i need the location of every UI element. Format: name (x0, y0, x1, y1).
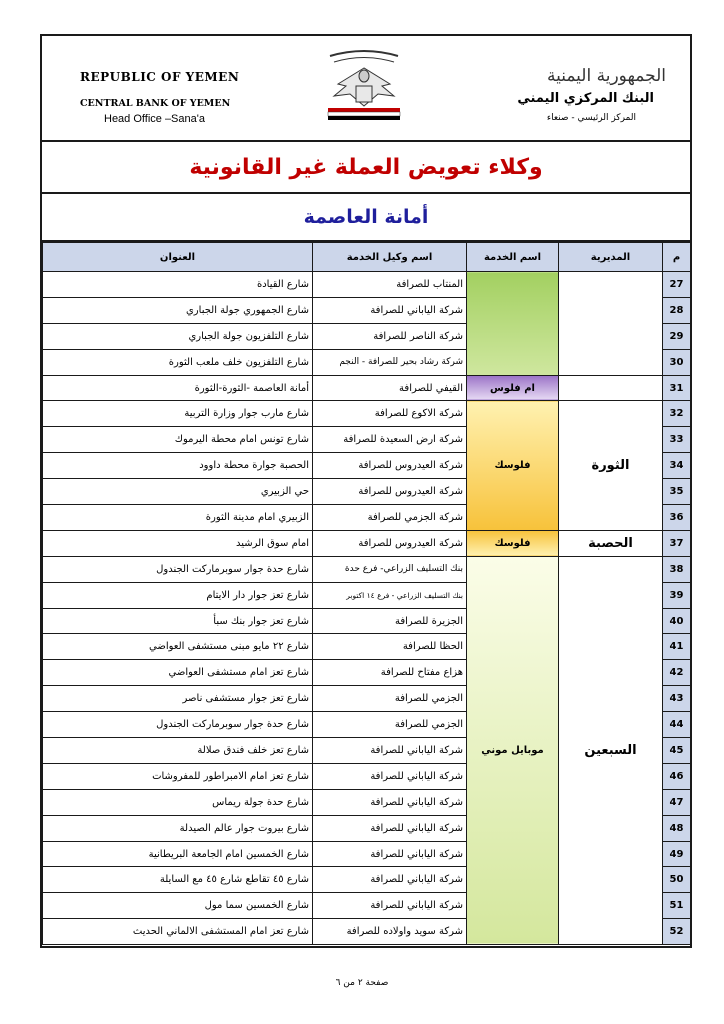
agent-address: شارع تعز خلف فندق صلالة (43, 738, 313, 764)
table-header-row (43, 243, 691, 272)
row-number: 28 (663, 297, 691, 323)
col-header-address: العنوان (43, 243, 313, 272)
row-number: 50 (663, 867, 691, 893)
agent-address: الحصبة جوارة محطة داوود (43, 453, 313, 479)
row-number: 36 (663, 505, 691, 531)
page-title: وكلاء تعويض العملة غير القانونية (42, 142, 690, 194)
agent-address: حي الزبيري (43, 479, 313, 505)
agent-address: شارع الخمسين سما مول (43, 893, 313, 919)
col-header-agent: اسم وكيل الخدمة (313, 243, 467, 272)
ar-bank-name: البنك المركزي اليمني (517, 91, 654, 106)
page-footer: صفحة ٢ من ٦ (335, 978, 389, 988)
directorate-cell (559, 375, 663, 401)
agent-address: شارع مارب جوار وزارة التربية (43, 401, 313, 427)
agent-address: شارع تعز جوار مستشفى ناصر (43, 686, 313, 712)
agent-name: شركة الياباني للصرافة (313, 789, 467, 815)
directorate-cell (559, 272, 663, 376)
row-number: 52 (663, 919, 691, 945)
directorate-name: الحصبة (559, 530, 663, 556)
col-header-num: م (663, 243, 691, 272)
row-number: 37 (663, 530, 691, 556)
service-name: فلوسك (467, 530, 559, 556)
agent-name: شركة رشاد بحير للصرافة - النجم (313, 349, 467, 375)
agent-address: شارع الجمهوري جولة الجباري (43, 297, 313, 323)
agent-address: شارع بيروت جوار عالم الصيدلة (43, 815, 313, 841)
region-subtitle: أمانة العاصمة (42, 194, 690, 242)
table-row (43, 530, 691, 556)
agent-name: شركة الجزمي للصرافة (313, 505, 467, 531)
agent-address: شارع حدة جولة ريماس (43, 789, 313, 815)
table-row (43, 272, 691, 298)
agent-address: شارع الخمسين امام الجامعة البريطانية (43, 841, 313, 867)
en-head-office: Head Office –Sana'a (104, 113, 205, 125)
row-number: 48 (663, 815, 691, 841)
agent-address: شارع تونس امام محطة اليرموك (43, 427, 313, 453)
agent-address: شارع التلفزيون خلف ملعب الثورة (43, 349, 313, 375)
agent-address: شارع ٤٥ تقاطع شارع ٤٥ مع السايلة (43, 867, 313, 893)
ar-head-office: المركز الرئيسي - صنعاء (546, 113, 636, 123)
row-number: 38 (663, 556, 691, 582)
row-number: 46 (663, 763, 691, 789)
agent-name: شركة العيدروس للصرافة (313, 530, 467, 556)
service-cell (467, 272, 559, 376)
agent-address: الزبيري امام مدينة الثورة (43, 505, 313, 531)
agent-name: بنك التسليف الزراعي- فرع حدة (313, 556, 467, 582)
letterhead (42, 36, 690, 142)
row-number: 30 (663, 349, 691, 375)
row-number: 39 (663, 582, 691, 608)
page-frame (40, 34, 692, 948)
row-number: 34 (663, 453, 691, 479)
agent-address: شارع تعز جوار بنك سبأ (43, 608, 313, 634)
service-name: ام فلوس (467, 375, 559, 401)
table-row (43, 375, 691, 401)
col-header-directorate: المديرية (559, 243, 663, 272)
agent-name: شركة سويد واولاده للصرافة (313, 919, 467, 945)
agent-name: شركة الياباني للصرافة (313, 867, 467, 893)
agent-name: القيفي للصرافة (313, 375, 467, 401)
row-number: 51 (663, 893, 691, 919)
agent-name: بنك التسليف الزراعي - فرع ١٤ اكتوبر (313, 582, 467, 608)
col-header-service: اسم الخدمة (467, 243, 559, 272)
row-number: 45 (663, 738, 691, 764)
agent-name: الجزمي للصرافة (313, 686, 467, 712)
directorate-name: الثورة (559, 401, 663, 530)
agent-name: الجزيرة للصرافة (313, 608, 467, 634)
agent-name: شركة الياباني للصرافة (313, 815, 467, 841)
service-name: فلوسك (467, 401, 559, 530)
agent-name: الحظا للصرافة (313, 634, 467, 660)
row-number: 42 (663, 660, 691, 686)
agent-name: شركة الياباني للصرافة (313, 841, 467, 867)
agent-name: شركة العيدروس للصرافة (313, 453, 467, 479)
agent-name: شركة الاكوع للصرافة (313, 401, 467, 427)
agent-address: شارع تعز امام مستشفى العواضي (43, 660, 313, 686)
row-number: 40 (663, 608, 691, 634)
row-number: 44 (663, 712, 691, 738)
agent-name: شركة الياباني للصرافة (313, 893, 467, 919)
agent-address: امام سوق الرشيد (43, 530, 313, 556)
agent-name: شركة ارض السعيدة للصرافة (313, 427, 467, 453)
agent-address: شارع التلفزيون جولة الجباري (43, 323, 313, 349)
row-number: 27 (663, 272, 691, 298)
row-number: 31 (663, 375, 691, 401)
agent-name: الجزمي للصرافة (313, 712, 467, 738)
directorate-name: السبعين (559, 556, 663, 944)
yemen-emblem-icon (320, 44, 408, 128)
agent-name: شركة العيدروس للصرافة (313, 479, 467, 505)
row-number: 41 (663, 634, 691, 660)
agent-address: شارع حدة جوار سوبرماركت الجندول (43, 556, 313, 582)
agent-name: شركة الياباني للصرافة (313, 738, 467, 764)
agent-name: شركة الناصر للصرافة (313, 323, 467, 349)
agent-name: المنتاب للصرافة (313, 272, 467, 298)
table-row (43, 556, 691, 582)
row-number: 49 (663, 841, 691, 867)
agent-address: شارع القيادة (43, 272, 313, 298)
agent-address: شارع تعز امام المستشفى الالماني الحديث (43, 919, 313, 945)
row-number: 32 (663, 401, 691, 427)
en-bank-name: CENTRAL BANK OF YEMEN (80, 98, 231, 109)
row-number: 43 (663, 686, 691, 712)
agent-address: شارع ٢٢ مايو مبنى مستشفى العواضي (43, 634, 313, 660)
agent-address: أمانة العاصمة -الثورة-الثورة (43, 375, 313, 401)
agent-address: شارع حدة جوار سوبرماركت الجندول (43, 712, 313, 738)
table-row (43, 401, 691, 427)
agent-name: شركة الياباني للصرافة (313, 763, 467, 789)
row-number: 33 (663, 427, 691, 453)
row-number: 29 (663, 323, 691, 349)
agent-address: شارع تعز جوار دار الايتام (43, 582, 313, 608)
agent-name: هزاع مفتاح للصرافة (313, 660, 467, 686)
row-number: 47 (663, 789, 691, 815)
en-republic-title: REPUBLIC OF YEMEN (80, 70, 240, 84)
ar-republic-title: الجمهورية اليمنية (546, 66, 666, 86)
agents-table (42, 242, 691, 945)
agent-name: شركة الياباني للصرافة (313, 297, 467, 323)
agent-address: شارع تعز امام الامبراطور للمفروشات (43, 763, 313, 789)
row-number: 35 (663, 479, 691, 505)
service-name: موبايل موني (467, 556, 559, 944)
